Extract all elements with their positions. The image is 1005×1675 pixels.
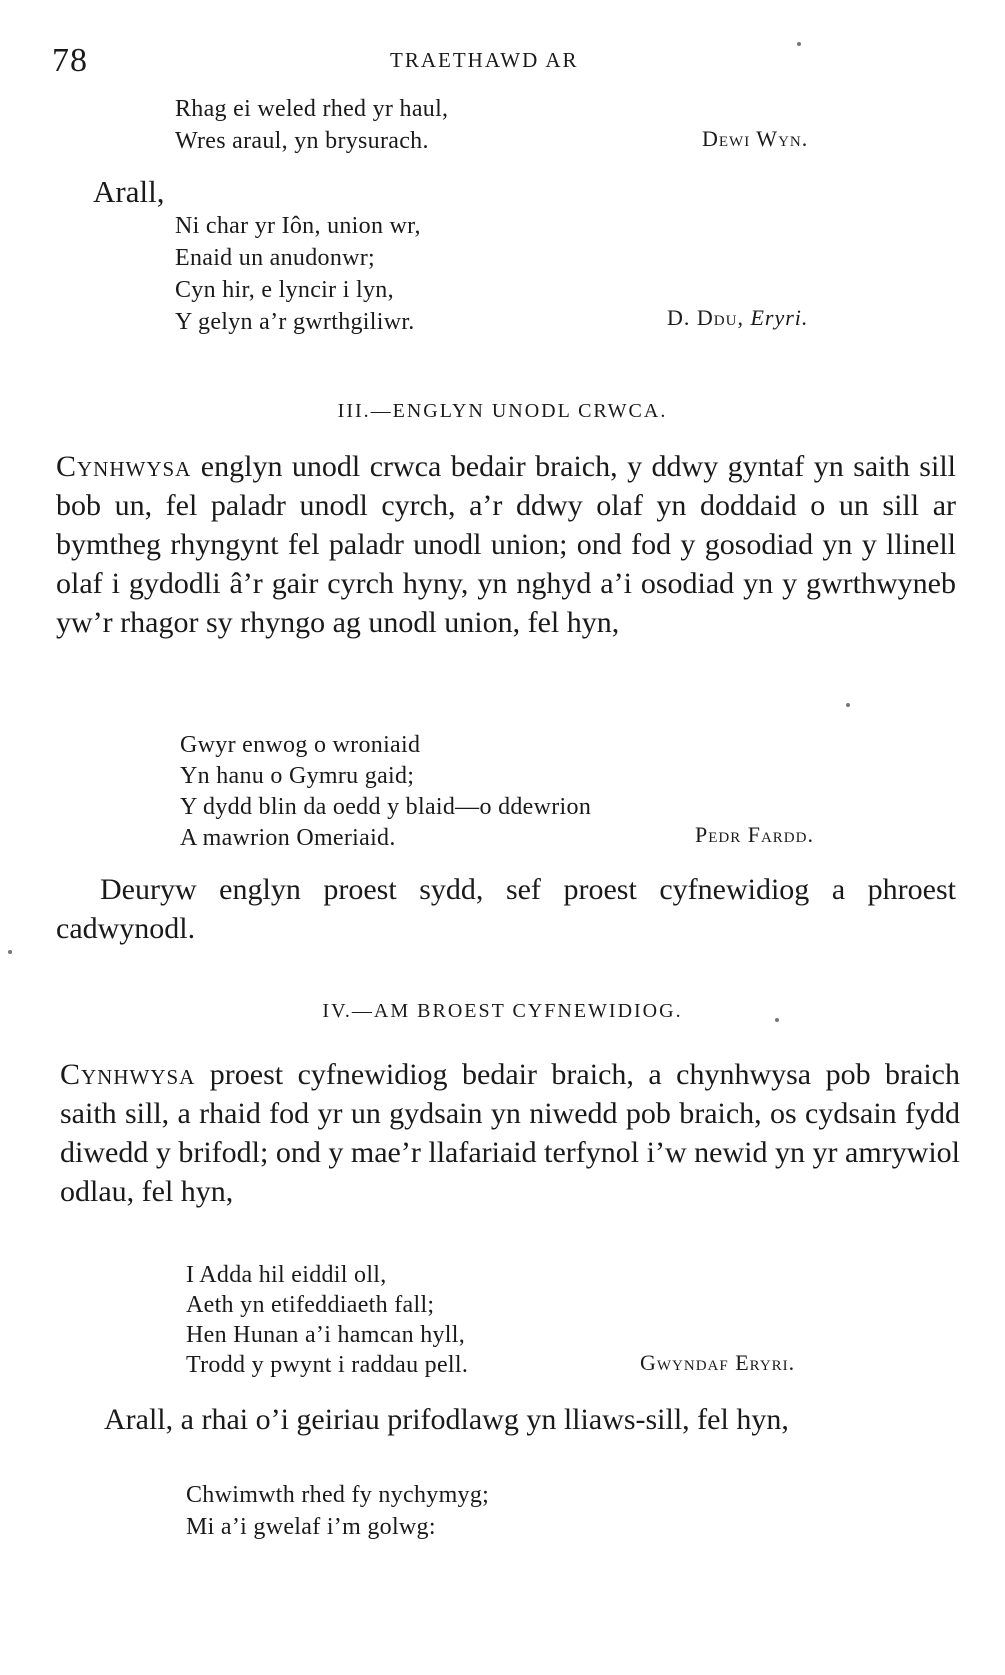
- page-number: 78: [52, 42, 88, 79]
- poem-attribution: [667, 305, 808, 331]
- poem-line: Chwimwth rhed fy nychymyg;: [186, 1482, 490, 1508]
- poem-line: Enaid un anudonwr;: [175, 245, 376, 271]
- poem-line: Hen Hunan a’i hamcan hyll,: [186, 1322, 466, 1348]
- paragraph-text: proest cyfnewidiog bedair braich, a chynhwysa pob braich saith sill, a rhaid fod yr un gydsain yn niwedd pob braich, os cydsain fydd diwedd y brifodl; ond y mae’r llafariaid terfynol i’w newid yn yr amrywiol odlau, fel hyn,: [60, 1058, 960, 1208]
- poem-line: Trodd y pwynt i raddau pell.: [186, 1352, 469, 1378]
- note-paragraph: Deuryw englyn proest sydd, sef proest cyfnewidiog a phroest cadwynodl.: [56, 873, 956, 945]
- paragraph-first-word: Cynhwysa: [60, 1058, 196, 1091]
- poem-line: Mi a’i gwelaf i’m golwg:: [186, 1514, 436, 1540]
- scan-speck: [775, 1018, 779, 1022]
- poem-line: Ni char yr Iôn, union wr,: [175, 213, 421, 239]
- scan-speck: [797, 42, 801, 46]
- arall-paragraph: Arall, a rhai o’i geiriau prifodlawg yn lliaws-sill, fel hyn,: [104, 1403, 789, 1436]
- arall-label: Arall,: [93, 174, 165, 209]
- running-head: TRAETHAWD AR: [390, 48, 579, 72]
- poem-attribution: Dewi Wyn.: [702, 126, 809, 151]
- section-title-iv: IV.—AM BROEST CYFNEWIDIOG.: [322, 1000, 683, 1022]
- poem-line: Y dydd blin da oedd y blaid—o ddewrion: [180, 794, 592, 820]
- scan-speck: [8, 950, 12, 954]
- poem-line: A mawrion Omeriaid.: [180, 825, 396, 851]
- paragraph-first-word: Cynhwysa: [56, 450, 192, 483]
- poem-line: Gwyr enwog o wroniaid: [180, 732, 421, 758]
- section-iv-paragraph: [60, 1055, 960, 1211]
- poem-line: Cyn hir, e lyncir i lyn,: [175, 277, 394, 303]
- section-iii-paragraph: [56, 447, 956, 642]
- poem-attribution: Pedr Fardd.: [695, 822, 814, 847]
- poem-line: Aeth yn etifeddiaeth fall;: [186, 1292, 435, 1318]
- poem-line: Wres araul, yn brysurach.: [175, 128, 429, 154]
- page-header: [0, 38, 1005, 78]
- poem-line: Rhag ei weled rhed yr haul,: [175, 96, 449, 122]
- paragraph-text: englyn unodl crwca bedair braich, y ddwy gyntaf yn saith sill bob un, fel paladr unodl cyrch, a’r ddwy olaf yn doddaid o un sill ar bymtheg rhyngynt fel paladr unodl union; ond fod y gosodiad yn y llinell olaf i gydodli â’r gair cyrch hyny, yn nghyd a’i osodiad yn y gwrthwyneb yw’r rhagor sy rhyngo ag unodl union, fel hyn,: [56, 450, 956, 639]
- poem-attribution: Gwyndaf Eryri.: [640, 1350, 796, 1375]
- attribution-place: Eryri.: [750, 305, 809, 330]
- section-title-iii: III.—ENGLYN UNODL CRWCA.: [337, 400, 668, 422]
- poem-line: Y gelyn a’r gwrthgiliwr.: [175, 309, 415, 335]
- attribution-name: D. Ddu,: [667, 305, 751, 330]
- scan-speck: [846, 703, 850, 707]
- poem-line: I Adda hil eiddil oll,: [186, 1262, 387, 1288]
- poem-line: Yn hanu o Gymru gaid;: [180, 763, 415, 789]
